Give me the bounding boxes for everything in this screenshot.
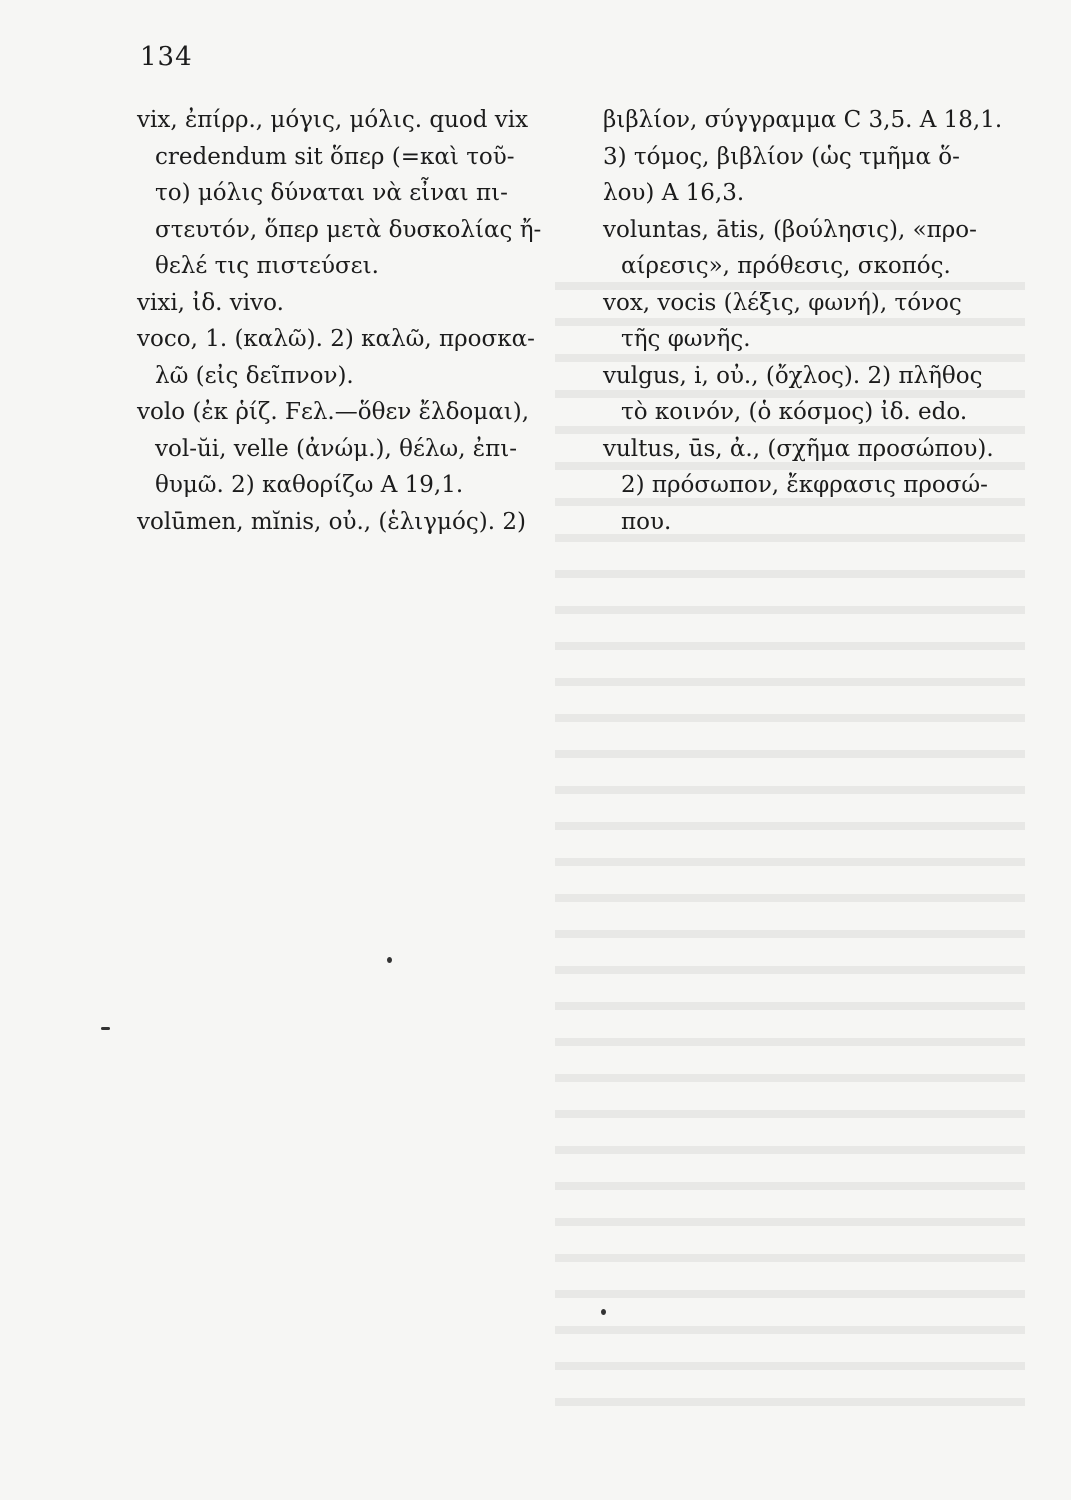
entry-line: τὸ κοινόν, (ὁ κόσμος) ἰδ. edo. [621, 399, 968, 425]
entry-line: λῶ (εἰς δεῖπνον). [155, 362, 354, 389]
entry-line: βιβλίον, σύγγραμμα C 3,5. Α 18,1. [603, 107, 1003, 133]
entry-line: τῆς φωνῆς. [621, 326, 751, 352]
entry-line: θελέ τις πιστεύσει. [155, 253, 379, 279]
entry-line: 3) τόμος, βιβλίον (ὡς τμῆμα ὅ- [603, 143, 960, 170]
entry-line: vix, ἐπίρρ., μόγις, μόλις. quod vix [137, 107, 529, 133]
entry-line: volo (ἐκ ῥίζ. Ϝελ.—ὅθεν ἔλδομαι), [137, 399, 530, 425]
entry-line: 2) πρόσωπον, ἔκφρασις προσώ- [621, 472, 988, 498]
ink-speck [387, 957, 392, 963]
entry-line: vol-ŭi, velle (ἀνώμ.), θέλω, ἐπι- [155, 435, 518, 462]
entry-line: voluntas, ātis, (βούλησις), «προ- [603, 216, 977, 243]
entry-line: στευτόν, ὅπερ μετὰ δυσκολίας ἤ- [155, 216, 542, 243]
entry-line: που. [621, 508, 672, 535]
entry-line: voco, 1. (καλῶ). 2) καλῶ, προσκα- [137, 326, 535, 352]
entry-line: αίρεσις», πρόθεσις, σκοπός. [621, 253, 951, 279]
entry-line: θυμῶ. 2) καθορίζω Α 19,1. [155, 472, 464, 498]
entry-line: vultus, ūs, ἀ., (σχῆμα προσώπου). [603, 435, 994, 462]
left-column [137, 102, 572, 540]
entry-line: vixi, ἰδ. vivo. [137, 289, 284, 316]
entry-line: λου) Α 16,3. [603, 180, 745, 206]
right-column [603, 102, 1043, 540]
entry-line: volūmen, mĭnis, οὐ., (ἑλιγμός). 2) [137, 508, 526, 535]
entry-line: credendum sit ὅπερ (=καὶ τοῦ- [155, 143, 515, 170]
entry-line: το) μόλις δύναται νὰ εἶναι πι- [155, 180, 508, 206]
entry-line: vox, vocis (λέξις, φωνή), τόνος [603, 289, 962, 316]
entry-line: vulgus, i, οὐ., (ὄχλος). 2) πλῆθος [603, 362, 983, 389]
ink-speck [101, 1027, 110, 1030]
ink-speck [601, 1309, 606, 1315]
page-number: 134 [140, 42, 193, 72]
